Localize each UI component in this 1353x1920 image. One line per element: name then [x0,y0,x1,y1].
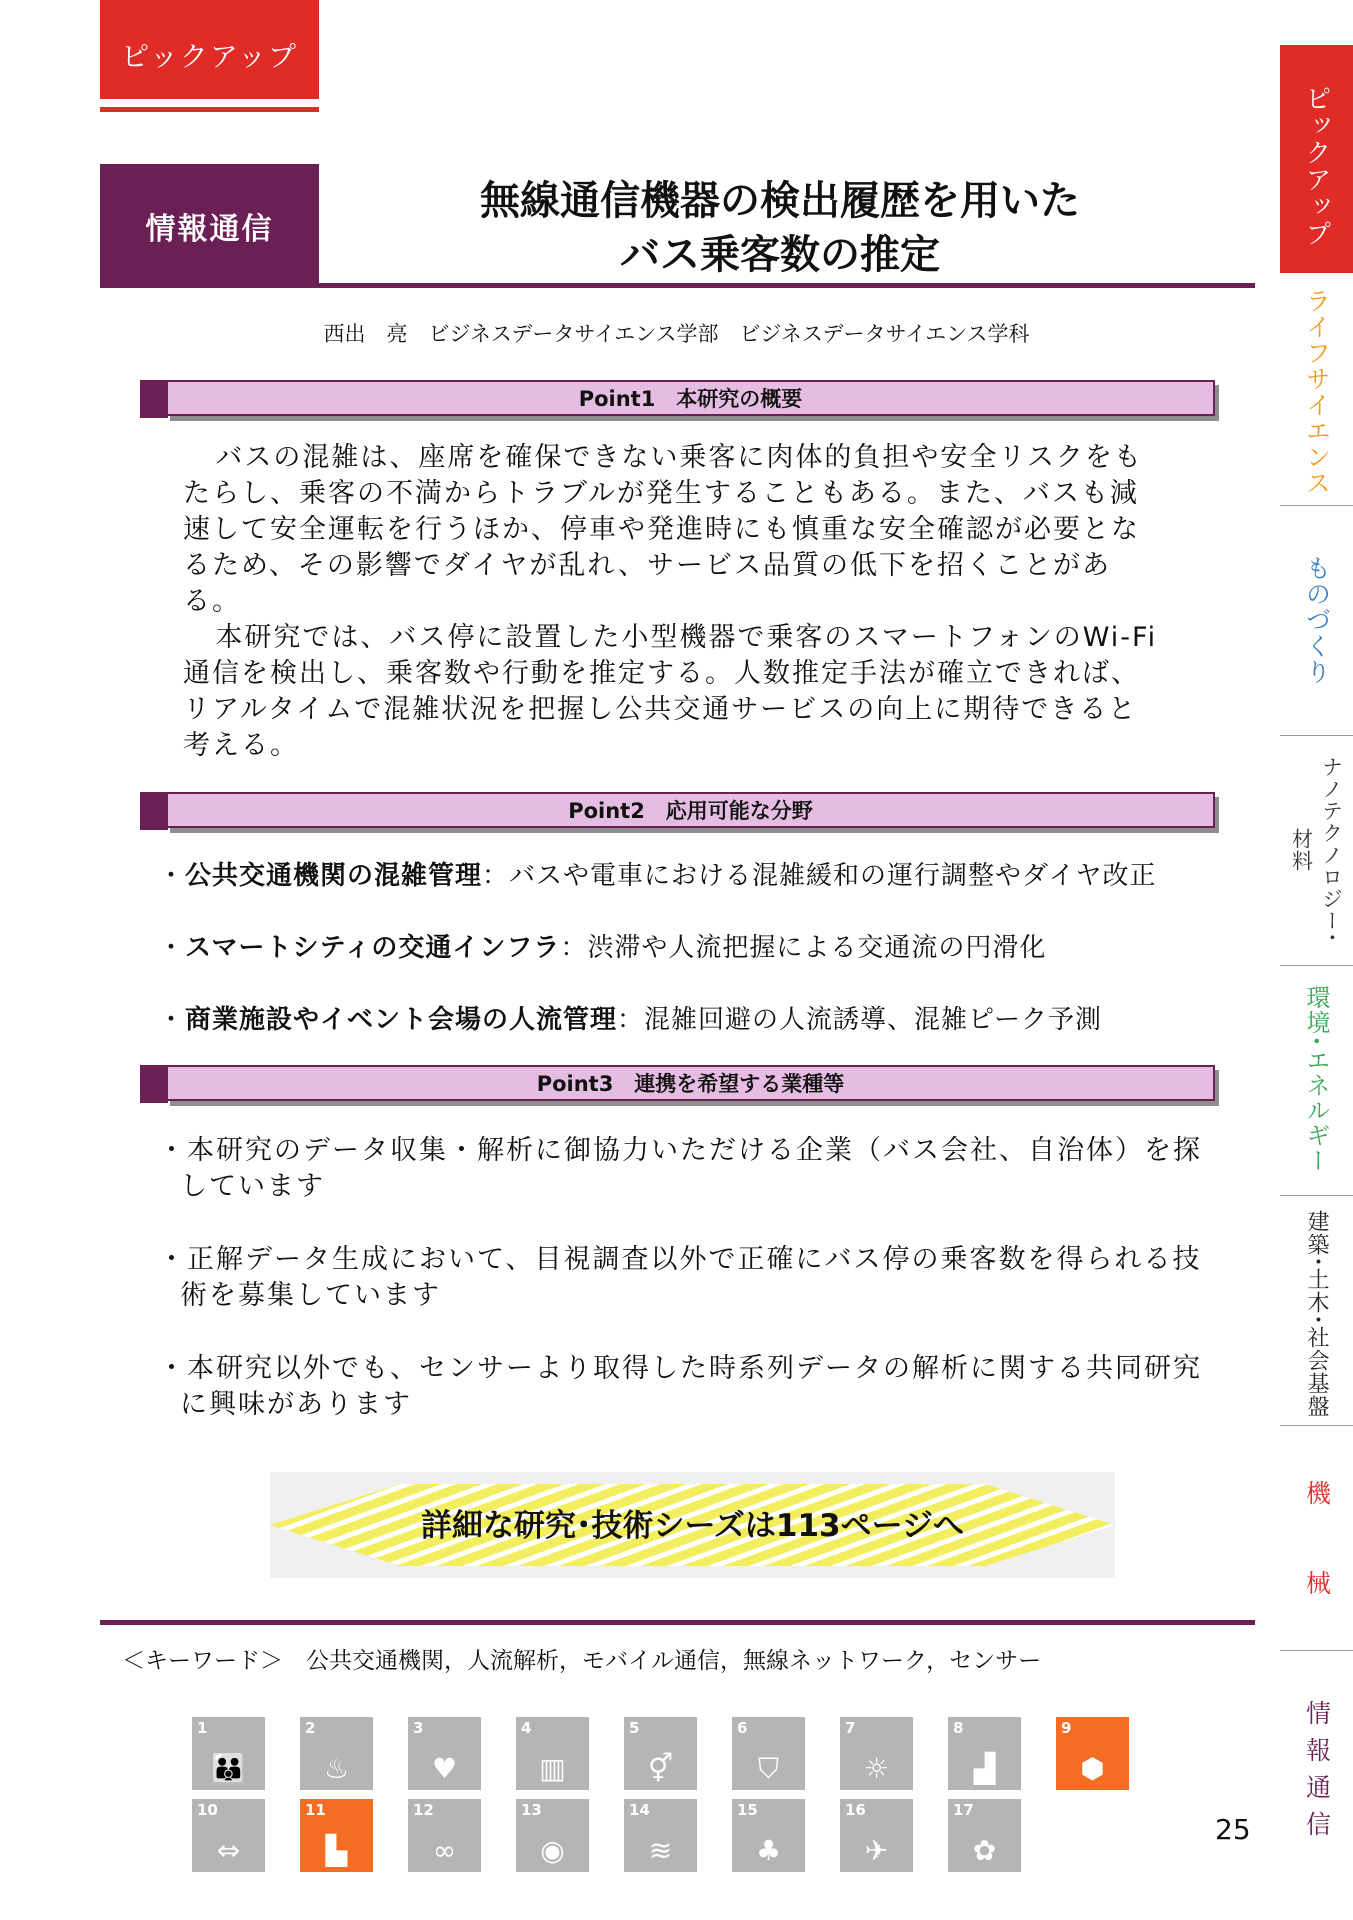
nav-tab-environment-energy[interactable] [1280,985,1353,1185]
sdg-number: 10 [197,1801,218,1819]
sdg-goal-9 [1056,1717,1129,1790]
page-number: 25 [1215,1813,1251,1846]
application-desc: ：混雑回避の人流誘導、混雑ピーク予測 [617,1005,1102,1035]
point1-header [140,380,1215,418]
nav-divider [1280,1650,1353,1651]
sdg-goal-13 [516,1799,589,1872]
sdg-goal-12 [408,1799,481,1872]
sdg-number: 14 [629,1801,650,1819]
equality-icon: ⇔ [216,1834,241,1867]
water-icon: ⛉ [757,1752,779,1785]
application-item: ・商業施設やイベント会場の人流管理：混雑回避の人流誘導、混雑ピーク予測 [158,1005,1102,1035]
nav-divider [1280,965,1353,966]
collaboration-item: ・本研究以外でも、センサーより取得した時系列データの解析に関する共同研究に興味があります [158,1353,1202,1420]
sdg-goal-8 [948,1717,1021,1790]
sdg-number: 12 [413,1801,434,1819]
point1-heading: Point1 本研究の概要 [166,380,1215,416]
collaboration-item: ・本研究のデータ収集・解析に御協力いただける企業（バス会社、自治体）を探しています [158,1135,1202,1202]
page-title [330,174,1230,282]
application-item: ・スマートシティの交通インフラ：渋滞や人流把握による交通流の円滑化 [158,933,1047,963]
gender-icon: ⚥ [647,1752,674,1785]
sdg-number: 3 [413,1719,424,1737]
application-desc: ：渋滞や人流把握による交通流の円滑化 [560,933,1047,963]
pickup-underline [100,107,319,112]
nav-label: ナノテクノロジー･材料 [1289,756,1344,944]
keywords-line: ＜キーワード＞ 公共交通機関，人流解析，モバイル通信，無線ネットワーク，センサー [122,1648,1042,1674]
author-line: 西出 亮 ビジネスデータサイエンス学部 ビジネスデータサイエンス学科 [323,322,1030,346]
sdg-goal-7 [840,1717,913,1790]
application-desc: ：バスや電車における混雑緩和の運行調整やダイヤ改正 [482,861,1157,891]
point3-heading: Point3 連携を希望する業種等 [166,1065,1215,1101]
nav-label: ものづくり [1302,555,1332,685]
sdg-number: 6 [737,1719,748,1737]
fish-icon: ≋ [648,1834,673,1867]
nav-tab-life-science[interactable] [1280,288,1353,498]
sdg-goal-6 [732,1717,805,1790]
nav-label: 建築･土木･社会基盤 [1304,1210,1329,1419]
point2-heading: Point2 応用可能な分野 [166,792,1215,828]
growth-chart-icon: ▟ [973,1752,996,1785]
sdg-goal-16 [840,1799,913,1872]
point1-header-marker [140,380,168,418]
sdg-goal-3 [408,1717,481,1790]
point1-paragraph-2: 本研究では、バス停に設置した小型機器で乗客のスマートフォンのWi-Fi通信を検出し、乗客数や行動を推定する。人数推定手法が確立できれば、リアルタイムで混雑状況を把握し公共交通サービスの向上に期待できると考える。 [183,622,1158,761]
nav-divider [1280,1195,1353,1196]
cubes-icon: ⬢ [1080,1752,1105,1785]
sun-icon: ☼ [863,1752,890,1785]
nav-tab-nanotech[interactable] [1280,750,1353,950]
point3-header-marker [140,1065,168,1103]
sdg-number: 9 [1061,1719,1072,1737]
people-icon: 👪 [211,1752,246,1785]
application-title: 商業施設やイベント会場の人流管理 [185,1005,618,1035]
collaboration-item: ・正解データ生成において、目視調査以外で正確にバス停の乗客数を得られる技術を募集しています [158,1244,1202,1311]
sdg-goal-5 [624,1717,697,1790]
point2-header-marker [140,792,168,830]
nav-divider [1280,505,1353,506]
seeds-link[interactable]: 詳細な研究･技術シーズは113ページへ [420,1508,965,1544]
sdg-goal-14 [624,1799,697,1872]
title-line-2: バス乗客数の推定 [620,232,940,278]
title-divider [100,283,1255,288]
eye-globe-icon: ◉ [540,1834,565,1867]
sdg-number: 16 [845,1801,866,1819]
sdg-number: 4 [521,1719,532,1737]
city-icon: ▙ [325,1834,348,1867]
application-title: 公共交通機関の混雑管理 [185,861,483,891]
nav-tab-monozukuri[interactable] [1280,555,1353,705]
heartbeat-icon: ♥ [431,1752,458,1785]
nav-divider [1280,1425,1353,1426]
sdg-number: 1 [197,1719,208,1737]
sdg-number: 8 [953,1719,964,1737]
sdg-number: 11 [305,1801,326,1819]
sdg-goal-4 [516,1717,589,1790]
infinity-icon: ∞ [432,1834,457,1867]
nav-tab-machinery[interactable] [1280,1480,1353,1620]
sdg-goal-15 [732,1799,805,1872]
tree-icon: ♣ [755,1834,782,1867]
sdg-goal-10 [192,1799,265,1872]
nav-tab-info-comm[interactable] [1280,1700,1353,1850]
sdg-number: 15 [737,1801,758,1819]
pickup-tab: ピックアップ [100,0,319,99]
sdg-number: 7 [845,1719,856,1737]
point1-paragraph-1: バスの混雑は、座席を確保できない乗客に肉体的負担や安全リスクをもたらし、乗客の不満からトラブルが発生することもある。また、バスも減速して安全運転を行うほか、停車や発進時にも慎重な安全確認が必要となるため、その影響でダイヤが乱れ、サービス品質の低下を招くことがある。 [183,442,1143,617]
title-line-1: 無線通信機器の検出履歴を用いた [480,178,1080,224]
dove-icon: ✈ [864,1834,889,1867]
application-item: ・公共交通機関の混雑管理：バスや電車における混雑緩和の運行調整やダイヤ改正 [158,861,1157,891]
flower-icon: ✿ [972,1834,997,1867]
nav-label: ライフサイエンス [1302,288,1332,496]
point3-header [140,1065,1215,1103]
nav-tab-architecture[interactable] [1280,1210,1353,1420]
sdg-goal-2 [300,1717,373,1790]
nav-divider [1280,735,1353,736]
sdg-number: 5 [629,1719,640,1737]
bowl-icon: ♨ [323,1752,350,1785]
point1-body [183,440,1158,764]
nav-label: ピックアップ [1301,85,1331,247]
nav-label: 情報通信 [1302,1700,1332,1848]
point2-header [140,792,1215,830]
nav-label: 機 械 [1302,1480,1332,1615]
sdg-goal-11 [300,1799,373,1872]
sdg-goal-1 [192,1717,265,1790]
book-icon: ▥ [539,1752,566,1785]
sdg-number: 13 [521,1801,542,1819]
nav-label: 環境･エネルギー [1302,985,1330,1173]
application-title: スマートシティの交通インフラ [185,933,561,963]
sdg-number: 2 [305,1719,316,1737]
nav-tab-pickup[interactable] [1280,45,1353,273]
category-label: 情報通信 [100,164,319,288]
keywords-divider [100,1620,1255,1625]
sdg-number: 17 [953,1801,974,1819]
sdg-goal-17 [948,1799,1021,1872]
